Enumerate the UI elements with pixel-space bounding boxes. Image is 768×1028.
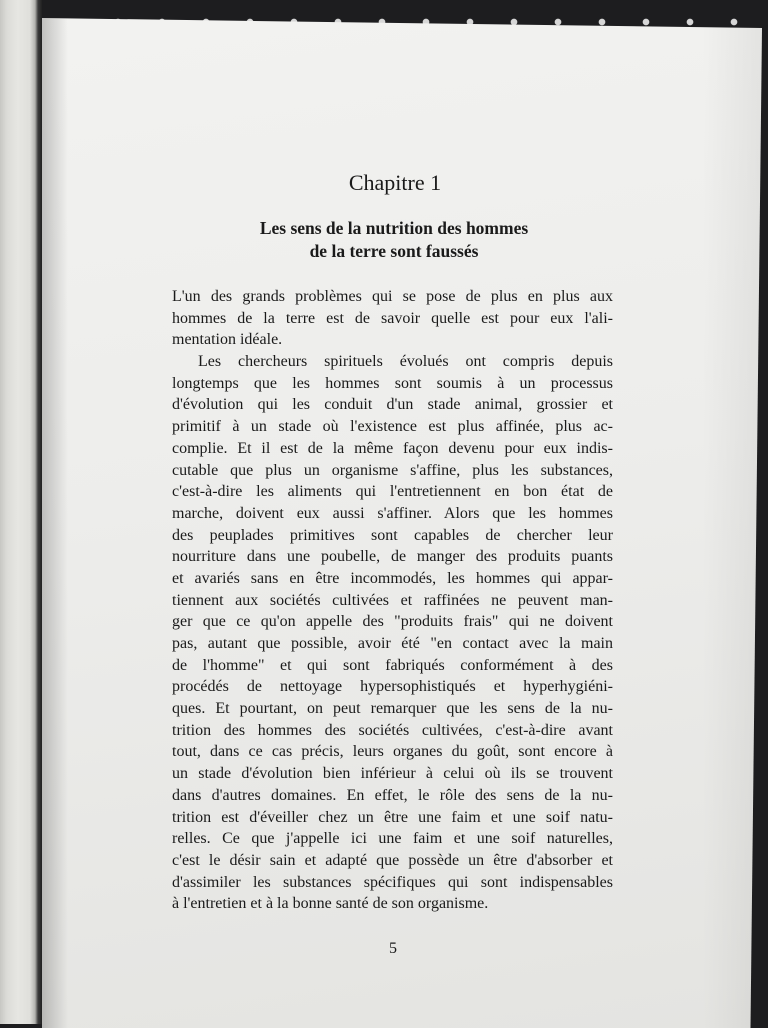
body-line-text: trition est d'éveiller chez un être une faim et une soif natu- xyxy=(172,808,613,826)
body-line xyxy=(172,525,613,547)
body-line xyxy=(172,481,613,503)
body-line xyxy=(172,568,613,590)
body-line xyxy=(172,655,613,677)
body-line xyxy=(172,828,613,850)
body-line xyxy=(172,850,613,872)
body-line xyxy=(172,394,613,416)
body-line-text: ger que ce qu'on appelle des "produits frais" qui ne doivent xyxy=(172,613,613,631)
body-line-text: c'est le désir sain et adapté que possède un être d'absorber et xyxy=(172,851,613,869)
body-line-text: nourriture dans une poubelle, de manger des produits puants xyxy=(172,548,613,566)
chapter-heading-line: de la terre sont faussés xyxy=(309,241,479,261)
body-line-text: longtemps que les hommes sont soumis à un processus xyxy=(172,374,613,392)
body-line xyxy=(172,416,613,438)
body-line xyxy=(172,611,613,633)
body-line xyxy=(172,373,613,395)
body-line-text: relles. Ce que j'appelle ici une faim et une soif naturelles, xyxy=(172,830,613,848)
body-line-text: complie. Et il est de la même façon devenu pour eux indis- xyxy=(172,439,613,457)
body-line xyxy=(172,460,613,482)
body-line-text: marche, doivent eux aussi s'affiner. Alors que les hommes xyxy=(172,504,613,522)
body-line xyxy=(172,698,613,720)
body-line-text: un stade d'évolution bien inférieur à celui où ils se trouvent xyxy=(172,765,613,783)
body-line xyxy=(172,351,613,373)
body-line xyxy=(172,633,613,655)
body-line-text: c'est-à-dire les aliments qui l'entretiennent en bon état de xyxy=(172,483,613,501)
chapter-title: Chapitre 1 xyxy=(348,170,442,195)
body-line xyxy=(172,807,613,829)
body-line xyxy=(172,286,613,308)
body-line-text: des peuplades primitives sont capables de chercher leur xyxy=(172,526,613,544)
body-line-text: Les chercheurs spirituels évolués ont compris depuis xyxy=(198,353,613,371)
body-line-text: ques. Et pourtant, on peut remarquer que les sens de la nu- xyxy=(172,700,613,718)
body-line-text: tout, dans ce cas précis, leurs organes du goût, sont encore à xyxy=(172,743,613,761)
body-line xyxy=(172,590,613,612)
body-line xyxy=(172,329,613,351)
body-line-text: cutable que plus un organisme s'affine, plus les substances, xyxy=(172,461,613,479)
chapter-heading xyxy=(244,217,544,263)
chapter-heading-line: Les sens de la nutrition des hommes xyxy=(259,218,529,238)
body-line-text: hommes de la terre est de savoir quelle est pour eux l'ali- xyxy=(172,309,613,327)
body-line-text: d'assimiler les substances spécifiques qui sont indispensables xyxy=(172,873,613,891)
body-line-text: tiennent aux sociétés cultivées et raffinées ne peuvent man- xyxy=(172,591,613,609)
body-line xyxy=(172,872,613,894)
body-line-text: trition des hommes des sociétés cultivées, c'est-à-dire avant xyxy=(172,721,613,739)
body-line-text: pas, autant que possible, avoir été "en contact avec la main xyxy=(172,635,613,652)
body-line xyxy=(172,763,613,785)
body-line-text: primitif à un stade où l'existence est plus affinée, plus ac- xyxy=(172,418,613,436)
body-line xyxy=(172,893,613,915)
body-line-text: dans d'autres domaines. En effet, le rôle des sens de la nu- xyxy=(172,786,613,804)
body-line xyxy=(172,438,613,460)
body-line xyxy=(172,720,613,742)
body-line xyxy=(172,308,613,330)
body-line-text: mentation idéale. xyxy=(172,331,283,349)
body-line-text: procédés de nettoyage hypersophistiqués et hyperhygiéni- xyxy=(172,678,613,696)
body-line-text: d'évolution qui les conduit d'un stade animal, grossier et xyxy=(172,396,613,414)
page-number: 5 xyxy=(389,940,397,957)
body-line-text: à l'entretien et à la bonne santé de son organisme. xyxy=(172,895,489,913)
body-line xyxy=(172,546,613,568)
body-line-text: et avariés sans en être incommodés, les hommes qui appar- xyxy=(172,569,613,587)
body-text xyxy=(172,286,613,915)
body-line xyxy=(172,741,613,763)
body-line xyxy=(172,785,613,807)
body-line xyxy=(172,503,613,525)
body-line xyxy=(172,676,613,698)
body-line-text: L'un des grands problèmes qui se pose de plus en plus aux xyxy=(172,288,613,305)
body-line-text: de l'homme" et qui sont fabriqués conformément à des xyxy=(172,656,613,674)
